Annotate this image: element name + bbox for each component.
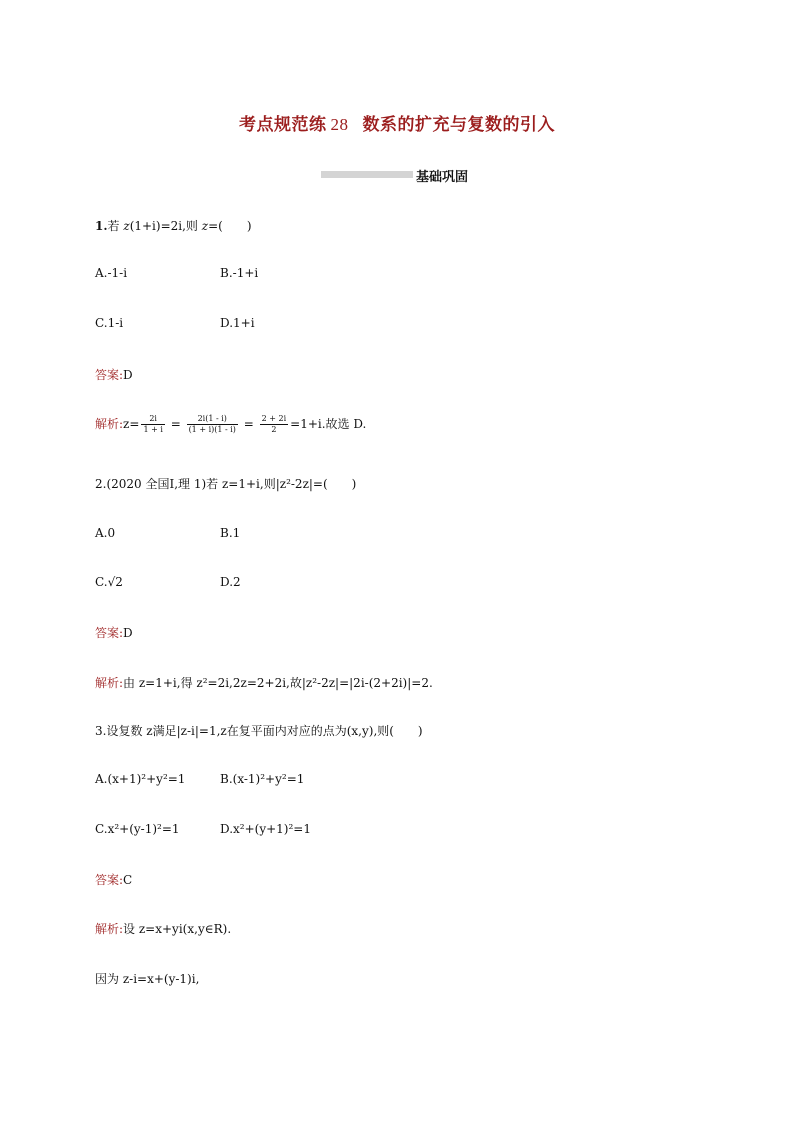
q1-number: 1. [95,219,108,233]
q3-answer-value: C [123,873,133,887]
q3-expl-label: 解析: [95,922,124,936]
q3-answer-label: 答案: [95,873,124,887]
q2-option-d: D.2 [220,575,241,589]
q3-option-c: C.x²+(y-1)²=1 [95,822,180,836]
q2-explanation [95,674,433,691]
q1-fraction-1-den: 1 + i [143,425,163,434]
q2-answer-value: D [123,626,133,640]
section-bar [321,171,413,178]
q2-stem: 2.(2020 全国Ⅰ,理 1)若 z=1+i,则|z²-2z|=( ) [95,477,357,491]
q1-stem [95,217,252,234]
q1-fraction-3 [260,414,289,435]
q2-option-b: B.1 [220,526,241,540]
q2-expl-text: 由 z=1+i,得 z²=2i,2z=2+2i,故|z²-2z|=|2i-(2+2i)|=2. [123,676,433,690]
page-title [0,110,794,135]
q2-option-c: C.√2 [95,575,123,589]
q1-expl-label: 解析: [95,417,124,431]
q1-var-z2: z [201,219,209,233]
q2-answer-label: 答案: [95,626,124,640]
q1-var-z: z [123,219,130,233]
q1-answer-label: 答案: [95,368,124,382]
q1-fraction-3-den: 2 [271,425,277,434]
q3-option-a: A.(x+1)²+y²=1 [95,772,186,786]
q3-answer [95,871,132,888]
title-number: 28 [330,115,349,134]
q1-answer [95,366,133,383]
q1-fraction-2 [187,414,238,435]
q3-stem: 3.设复数 z满足|z-i|=1,z在复平面内对应的点为(x,y),则( ) [95,724,423,738]
q1-fraction-3-num: 2 + 2i [261,414,287,423]
q2-option-a: A.0 [95,526,116,540]
q3-expl-text: 设 z=x+yi(x,y∈R). [123,922,232,936]
q1-option-a: A.-1-i [95,266,128,280]
q1-fraction-2-den: (1 + i)(1 - i) [188,425,236,434]
q1-expl-tail: =1+i.故选 D. [290,417,367,431]
q1-stem-c: =( ) [208,219,252,233]
q1-fraction-1 [141,414,164,435]
q3-explanation-line-2: 因为 z-i=x+(y-1)i, [95,972,200,986]
q1-explanation: 解析:z= $\frac{2i}{1 + i}$ = $\frac{2i(1 - i)}{(1 + i)(1 - i)}$ = $\frac{2 + 2i}{2}$ =1+i.故选 D. [95,414,367,434]
q1-fraction-2-num: 2i(1 - i) [187,414,238,425]
q2-answer [95,624,133,641]
q3-option-d: D.x²+(y+1)²=1 [220,822,311,836]
title-name: 数系的扩充与复数的引入 [362,115,555,135]
q1-expl-z: z= [123,417,140,431]
q3-option-b: B.(x-1)²+y²=1 [220,772,305,786]
q1-option-b: B.-1+i [220,266,259,280]
q3-explanation [95,920,231,937]
q1-answer-value: D [123,368,133,382]
q1-stem-b: (1+i)=2i,则 [129,219,202,233]
q1-option-d: D.1+i [220,316,255,330]
section-label: 基础巩固 [416,170,469,185]
q1-fraction-1-num: 2i [141,414,164,425]
q1-option-c: C.1-i [95,316,124,330]
title-prefix: 考点规范练 [239,115,327,135]
q1-stem-a: 若 [107,219,124,233]
q2-expl-label: 解析: [95,676,124,690]
